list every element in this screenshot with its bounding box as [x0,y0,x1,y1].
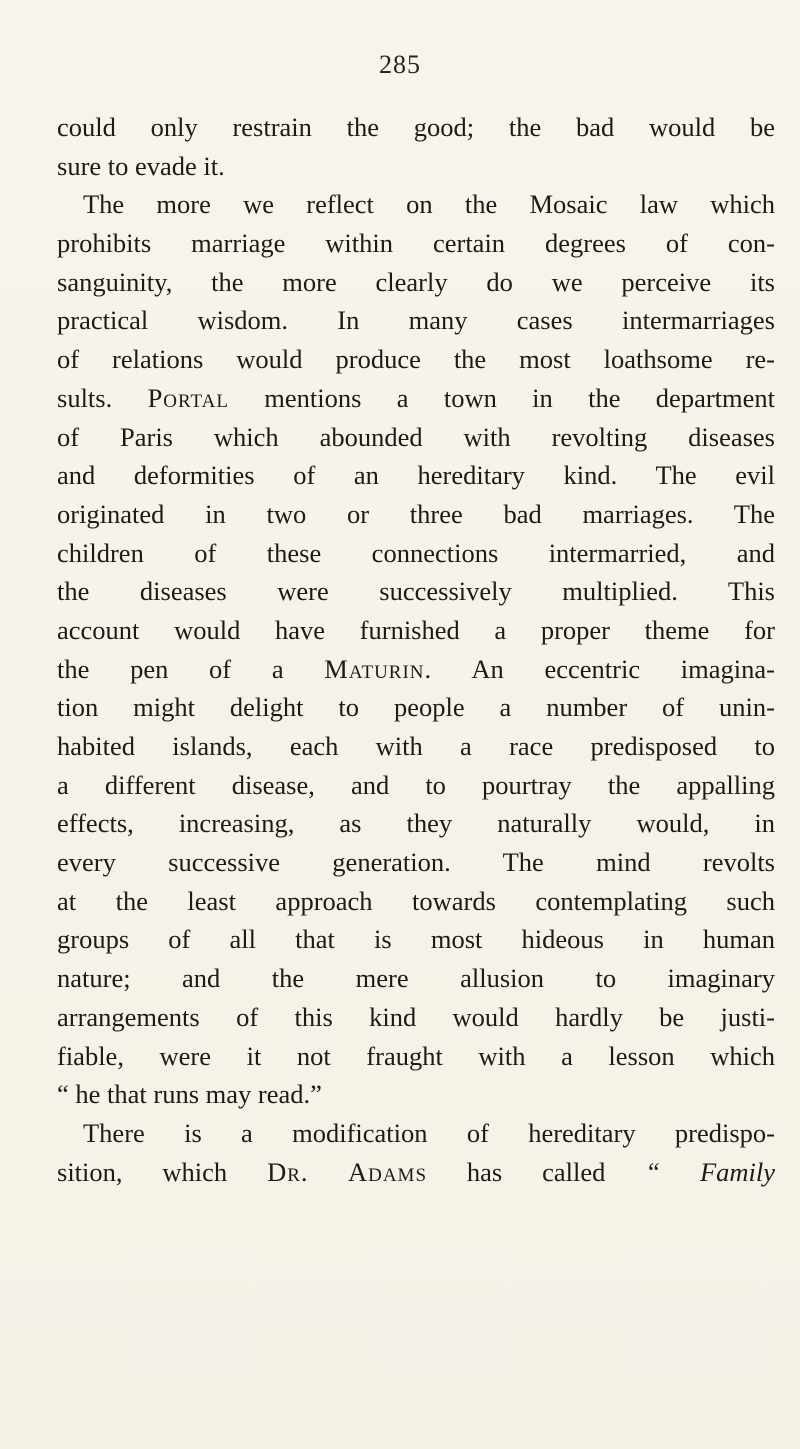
text-line [57,534,775,573]
text-run: and deformities of an hereditary kind. The evil [57,460,775,491]
text-line [57,688,775,727]
quotation: “ he that runs may read.” [57,1079,322,1110]
text-line [57,340,775,379]
text-line [57,611,775,650]
text-line [57,650,775,689]
italic-term: “ Family [645,1156,776,1187]
text-run: sults. [57,382,113,413]
text-run: effects, increasing, as they naturally would, in [57,808,775,839]
text-run: the diseases were successively multiplied. This [57,576,775,607]
text-run: sanguinity, the more clearly do we perceive its [57,266,775,297]
text-run: An eccentric imagina- [471,653,775,684]
text-run: fiable, were it not fraught with a lesson which [57,1040,775,1071]
text-line [57,766,775,805]
text-run: originated in two or three bad marriages. The [57,498,775,529]
text-line [57,727,775,766]
text-run: mentions a town in the department [264,382,776,413]
text-run: nature; and the mere allusion to imaginary [57,963,775,994]
page-number: 285 [379,50,421,79]
text-run: habited islands, each with a race predisposed to [57,731,775,761]
text-line [57,1037,775,1076]
text-run: The more we reflect on the Mosaic law which [83,189,775,220]
text-line [57,147,775,186]
text-run: of Paris which abounded with revolting diseases [57,421,775,452]
text-run: at the least approach towards contemplating such [57,885,775,916]
text-run: prohibits marriage within certain degrees of con- [57,228,775,259]
text-line [57,804,775,843]
text-line [57,301,775,340]
text-run: could only restrain the good; the bad would be [57,112,775,142]
text-line [57,572,775,611]
text-run: account would have furnished a proper theme for [57,614,775,645]
text-run: of relations would produce the most loathsome re- [57,344,775,375]
text-line [57,263,775,302]
text-run: has called [466,1156,606,1187]
text-run: There is a modification of hereditary predispo- [83,1117,775,1148]
text-run: arrangements of this kind would hardly be justi- [57,1001,775,1032]
text-line [57,843,775,882]
text-line [57,882,775,921]
text-run: sition, which [57,1156,228,1187]
text-run: children of these connections intermarried, and [57,537,775,568]
text-line [57,920,775,959]
text-run: every successive generation. The mind revolts [57,847,775,878]
text-line [57,1153,775,1192]
text-line [57,1075,775,1114]
text-line [57,959,775,998]
text-line [57,495,775,534]
text-run: sure to evade it. [57,150,225,181]
text-line [57,456,775,495]
paragraph-start-line [57,1114,775,1153]
author-name-smallcaps: Maturin. [324,653,433,684]
text-line [57,418,775,457]
text-run: a different disease, and to pourtray the appalling [57,769,775,800]
text-line [57,379,775,418]
text-run: tion might delight to people a number of unin- [57,692,775,723]
author-name-smallcaps: Portal [147,382,229,413]
paragraph-start-line [57,185,775,224]
text-run: the pen of a [57,653,284,684]
author-name-smallcaps: Dr. Adams [267,1156,428,1187]
body-text [57,108,775,1191]
text-run: groups of all that is most hideous in human [57,924,775,955]
text-line [57,224,775,263]
text-line [57,998,775,1037]
text-run: practical wisdom. In many cases intermarriages [57,305,775,336]
text-line [57,108,775,147]
